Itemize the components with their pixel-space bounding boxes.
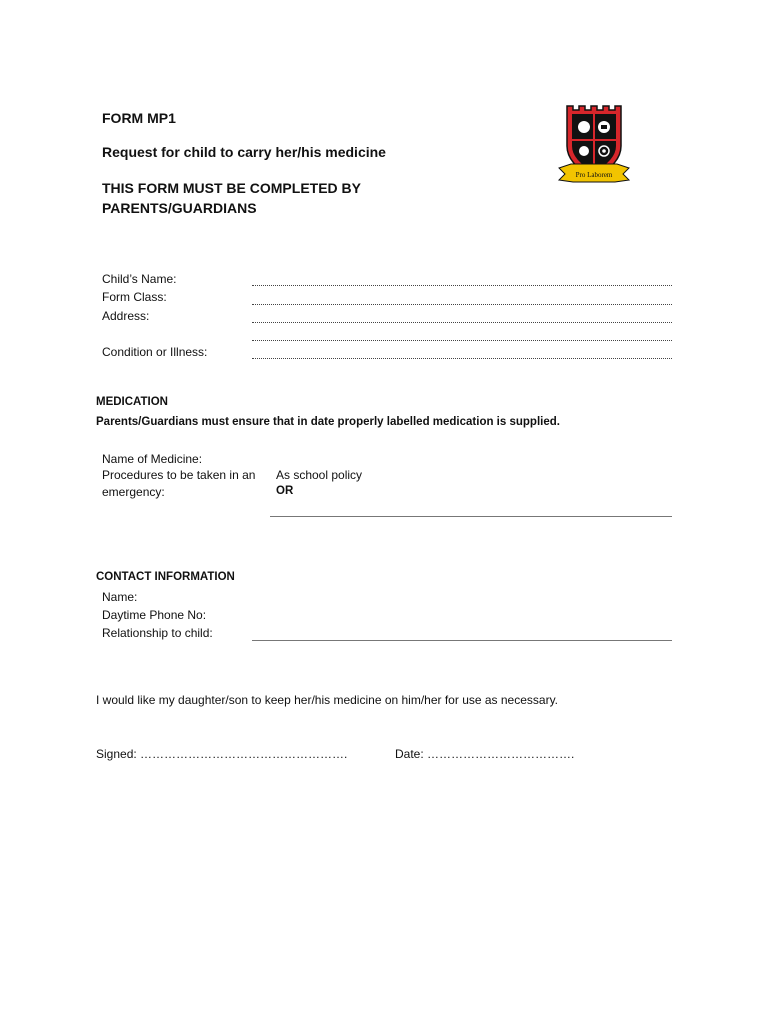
contact-name-label: Name: [102,590,138,604]
request-title: Request for child to carry her/his medicine [102,144,386,160]
medication-notice: Parents/Guardians must ensure that in date properly labelled medication is supplied. [96,416,560,428]
procedures-label-line-2: emergency: [102,485,165,499]
crest-motto: Pro Laborem [575,171,613,179]
condition-label: Condition or Illness: [102,345,208,359]
consent-statement: I would like my daughter/son to keep her/his medicine on him/her for use as necessary. [96,693,559,707]
medicine-name-label: Name of Medicine: [102,452,203,466]
or-separator: OR [276,485,294,497]
school-policy-option: As school policy [276,468,363,482]
signature-field[interactable]: Signed: ……………………………………………. [96,747,348,761]
address-field-line-1[interactable] [252,322,672,323]
daytime-phone-label: Daytime Phone No: [102,608,207,622]
procedures-label-line-1: Procedures to be taken in an [102,468,256,482]
contact-heading: CONTACT INFORMATION [96,571,235,583]
school-crest-logo [557,102,631,186]
medication-heading: MEDICATION [96,396,168,408]
notice-line-1: THIS FORM MUST BE COMPLETED BY [102,180,361,196]
notice-line-2: PARENTS/GUARDIANS [102,200,257,216]
form-class-field[interactable] [252,304,672,305]
condition-field[interactable] [252,358,672,359]
childs-name-label: Child’s Name: [102,272,177,286]
form-code: FORM MP1 [102,110,176,126]
date-field[interactable]: Date: ………………………………. [395,747,575,761]
form-class-label: Form Class: [102,290,167,304]
contact-details-field[interactable] [252,640,672,641]
relationship-label: Relationship to child: [102,626,213,640]
childs-name-field[interactable] [252,285,672,286]
address-label: Address: [102,309,150,323]
procedures-field[interactable] [270,516,672,517]
address-field-line-2[interactable] [252,340,672,341]
